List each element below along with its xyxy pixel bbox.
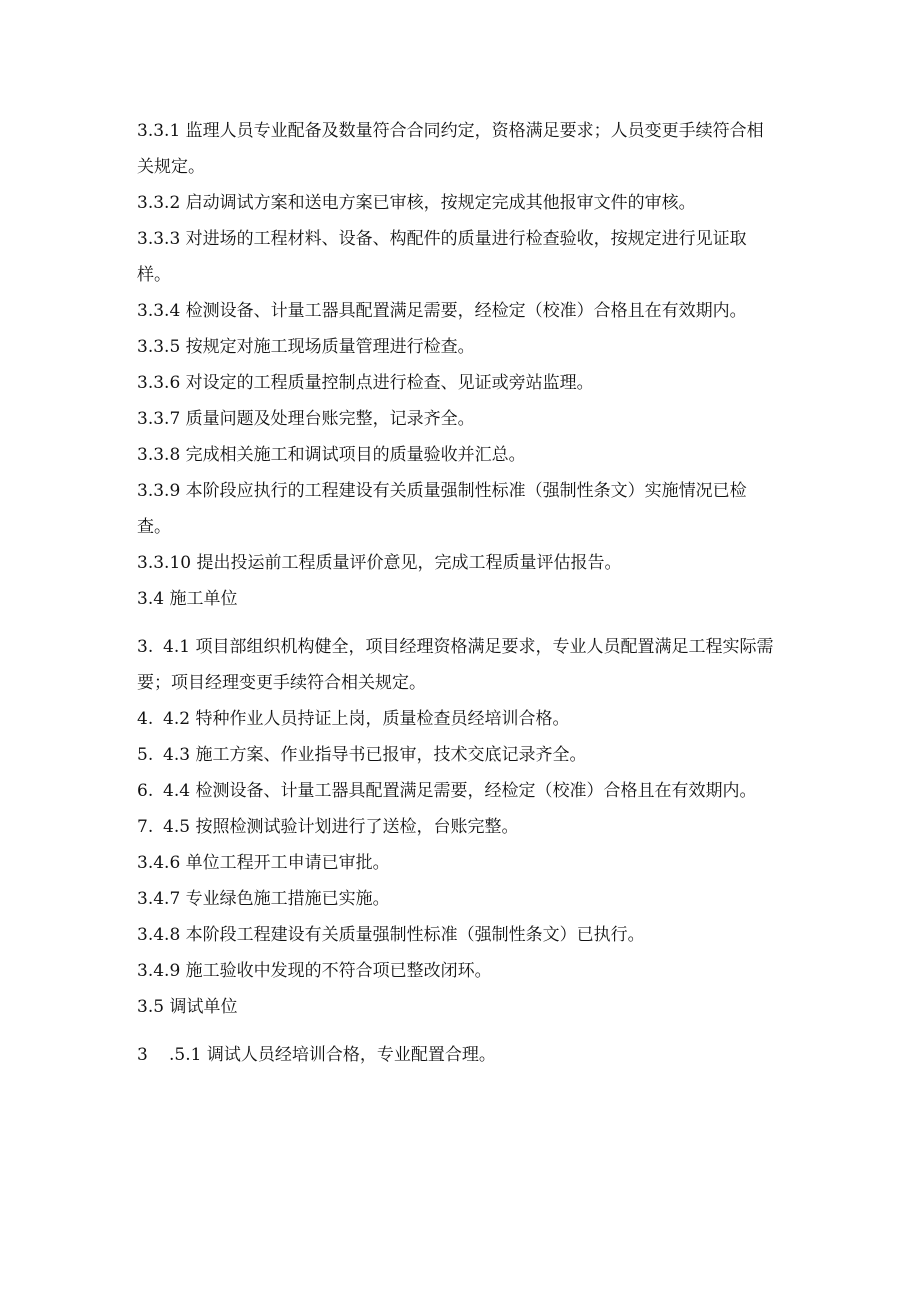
paragraph-3-3-4: 3.3.4 检测设备、计量工器具配置满足需要，经检定（校准）合格且在有效期内。 <box>137 301 747 321</box>
paragraph-3-4-4: 6. 4.4 检测设备、计量工器具配置满足需要，经检定（校准）合格且在有效期内。 <box>137 781 757 801</box>
paragraph-3-4-6: 3.4.6 单位工程开工申请已审批。 <box>137 853 390 873</box>
paragraph-3-4-5: 7. 4.5 按照检测试验计划进行了送检，台账完整。 <box>137 817 519 837</box>
paragraph-3-3-6: 3.3.6 对设定的工程质量控制点进行检查、见证或旁站监理。 <box>137 373 594 393</box>
paragraph-3-3-3: 3.3.3 对进场的工程材料、设备、构配件的质量进行检查验收，按规定进行见证取样。 <box>137 229 747 285</box>
paragraph-3-4-2: 4. 4.2 特种作业人员持证上岗，质量检查员经培训合格。 <box>137 709 570 729</box>
paragraph-3-3-5: 3.3.5 按规定对施工现场质量管理进行检查。 <box>137 337 475 357</box>
paragraph-3-3-8: 3.3.8 完成相关施工和调试项目的质量验收并汇总。 <box>137 445 526 465</box>
paragraph-3-3-9: 3.3.9 本阶段应执行的工程建设有关质量强制性标准（强制性条文）实施情况已检查。 <box>137 481 747 537</box>
paragraph-3-3-2: 3.3.2 启动调试方案和送电方案已审核，按规定完成其他报审文件的审核。 <box>137 193 696 213</box>
paragraph-3-4-7: 3.4.7 专业绿色施工措施已实施。 <box>137 889 390 909</box>
paragraph-3-4-9: 3.4.9 施工验收中发现的不符合项已整改闭环。 <box>137 961 492 981</box>
paragraph-3-3-1: 3.3.1 监理人员专业配备及数量符合合同约定，资格满足要求；人员变更手续符合相关规定。 <box>137 121 764 177</box>
section-heading-3-5: 3.5 调试单位 <box>137 997 238 1017</box>
paragraph-3-5-1: 3 .5.1 调试人员经培训合格，专业配置合理。 <box>137 1045 496 1065</box>
paragraph-3-4-8: 3.4.8 本阶段工程建设有关质量强制性标准（强制性条文）已执行。 <box>137 925 645 945</box>
section-heading-3-4: 3.4 施工单位 <box>137 589 238 609</box>
paragraph-3-3-7: 3.3.7 质量问题及处理台账完整，记录齐全。 <box>137 409 475 429</box>
paragraph-3-4-3: 5. 4.3 施工方案、作业指导书已报审，技术交底记录齐全。 <box>137 745 587 765</box>
document-page <box>137 113 777 1073</box>
paragraph-3-3-10: 3.3.10 提出投运前工程质量评价意见，完成工程质量评估报告。 <box>137 553 622 573</box>
paragraph-3-4-1: 3. 4.1 项目部组织机构健全，项目经理资格满足要求，专业人员配置满足工程实际需要；项目经理变更手续符合相关规定。 <box>137 637 774 693</box>
